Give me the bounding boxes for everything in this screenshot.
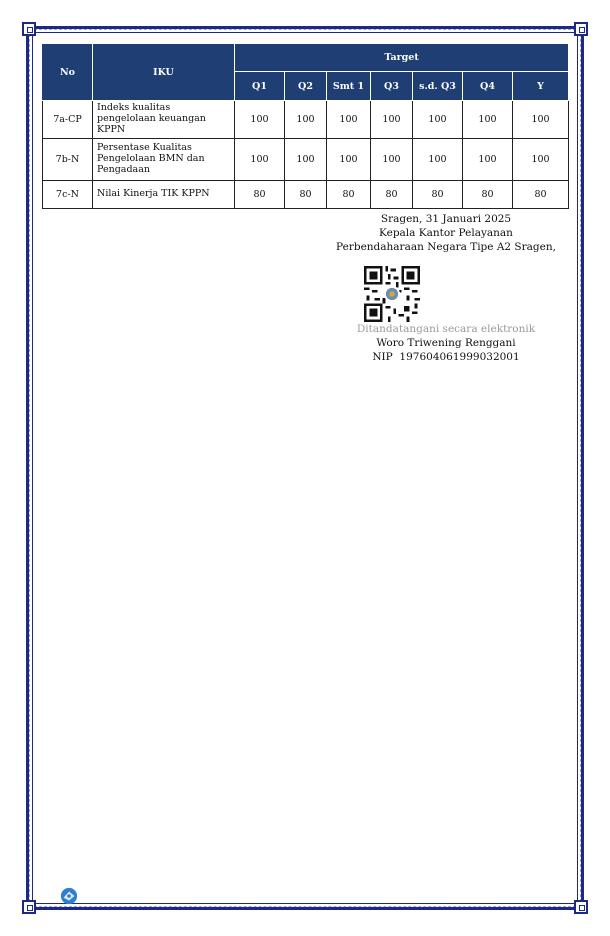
corner-ornament-top-left: [22, 22, 36, 36]
header-y: Y: [513, 72, 569, 101]
table-row: [43, 180, 569, 208]
place-date: Sragen, 31 Januari 2025: [380, 213, 512, 225]
value-sd-q3: 100: [413, 138, 463, 180]
table-row: [43, 138, 569, 180]
value-q3: 100: [371, 138, 413, 180]
signer-name: Woro Triwening Renggani: [376, 337, 516, 349]
value-q1: 100: [235, 101, 285, 139]
header-target: Target: [235, 44, 569, 72]
value-q2: 100: [285, 101, 327, 139]
electronic-signature-note: Ditandatangani secara elektronik: [356, 323, 536, 335]
value-q3: 80: [371, 180, 413, 208]
header-iku: IKU: [93, 44, 235, 101]
value-y: 100: [513, 138, 569, 180]
value-q2: 100: [285, 138, 327, 180]
header-sd-q3: s.d. Q3: [413, 72, 463, 101]
header-q4: Q4: [463, 72, 513, 101]
row-no: 7a-CP: [43, 101, 93, 139]
header-smt1: Smt 1: [327, 72, 371, 101]
nip-value: 197604061999032001: [399, 351, 520, 363]
header-no: No: [43, 44, 93, 101]
row-no: 7c-N: [43, 180, 93, 208]
header-q1: Q1: [235, 72, 285, 101]
position-line-1: Kepala Kantor Pelayanan: [379, 227, 513, 239]
row-no: 7b-N: [43, 138, 93, 180]
value-y: 80: [513, 180, 569, 208]
value-smt1: 100: [327, 138, 371, 180]
position-line-2: Perbendaharaan Negara Tipe A2 Sragen,: [336, 241, 556, 253]
value-smt1: 80: [327, 180, 371, 208]
corner-ornament-bottom-right: [574, 900, 588, 914]
value-q1: 80: [235, 180, 285, 208]
header-q2: Q2: [285, 72, 327, 101]
table-row: [43, 101, 569, 139]
value-sd-q3: 100: [413, 101, 463, 139]
app-logo-icon: [60, 887, 78, 905]
qr-code: [364, 266, 420, 322]
value-q4: 100: [463, 101, 513, 139]
value-smt1: 100: [327, 101, 371, 139]
value-y: 100: [513, 101, 569, 139]
row-indicator: Persentase Kualitas Pengelolaan BMN dan Pengadaan: [93, 138, 235, 180]
header-q3: Q3: [371, 72, 413, 101]
value-q4: 80: [463, 180, 513, 208]
iku-target-table: [42, 43, 569, 209]
value-q1: 100: [235, 138, 285, 180]
corner-ornament-top-right: [574, 22, 588, 36]
nip-label: NIP: [372, 351, 393, 363]
value-q3: 100: [371, 101, 413, 139]
table-header-row: [43, 44, 569, 72]
value-sd-q3: 80: [413, 180, 463, 208]
corner-ornament-bottom-left: [22, 900, 36, 914]
signer-nip: [330, 350, 562, 364]
value-q2: 80: [285, 180, 327, 208]
value-q4: 100: [463, 138, 513, 180]
row-indicator: Indeks kualitas pengelolaan keuangan KPPN: [93, 101, 235, 139]
row-indicator: Nilai Kinerja TIK KPPN: [93, 180, 235, 208]
